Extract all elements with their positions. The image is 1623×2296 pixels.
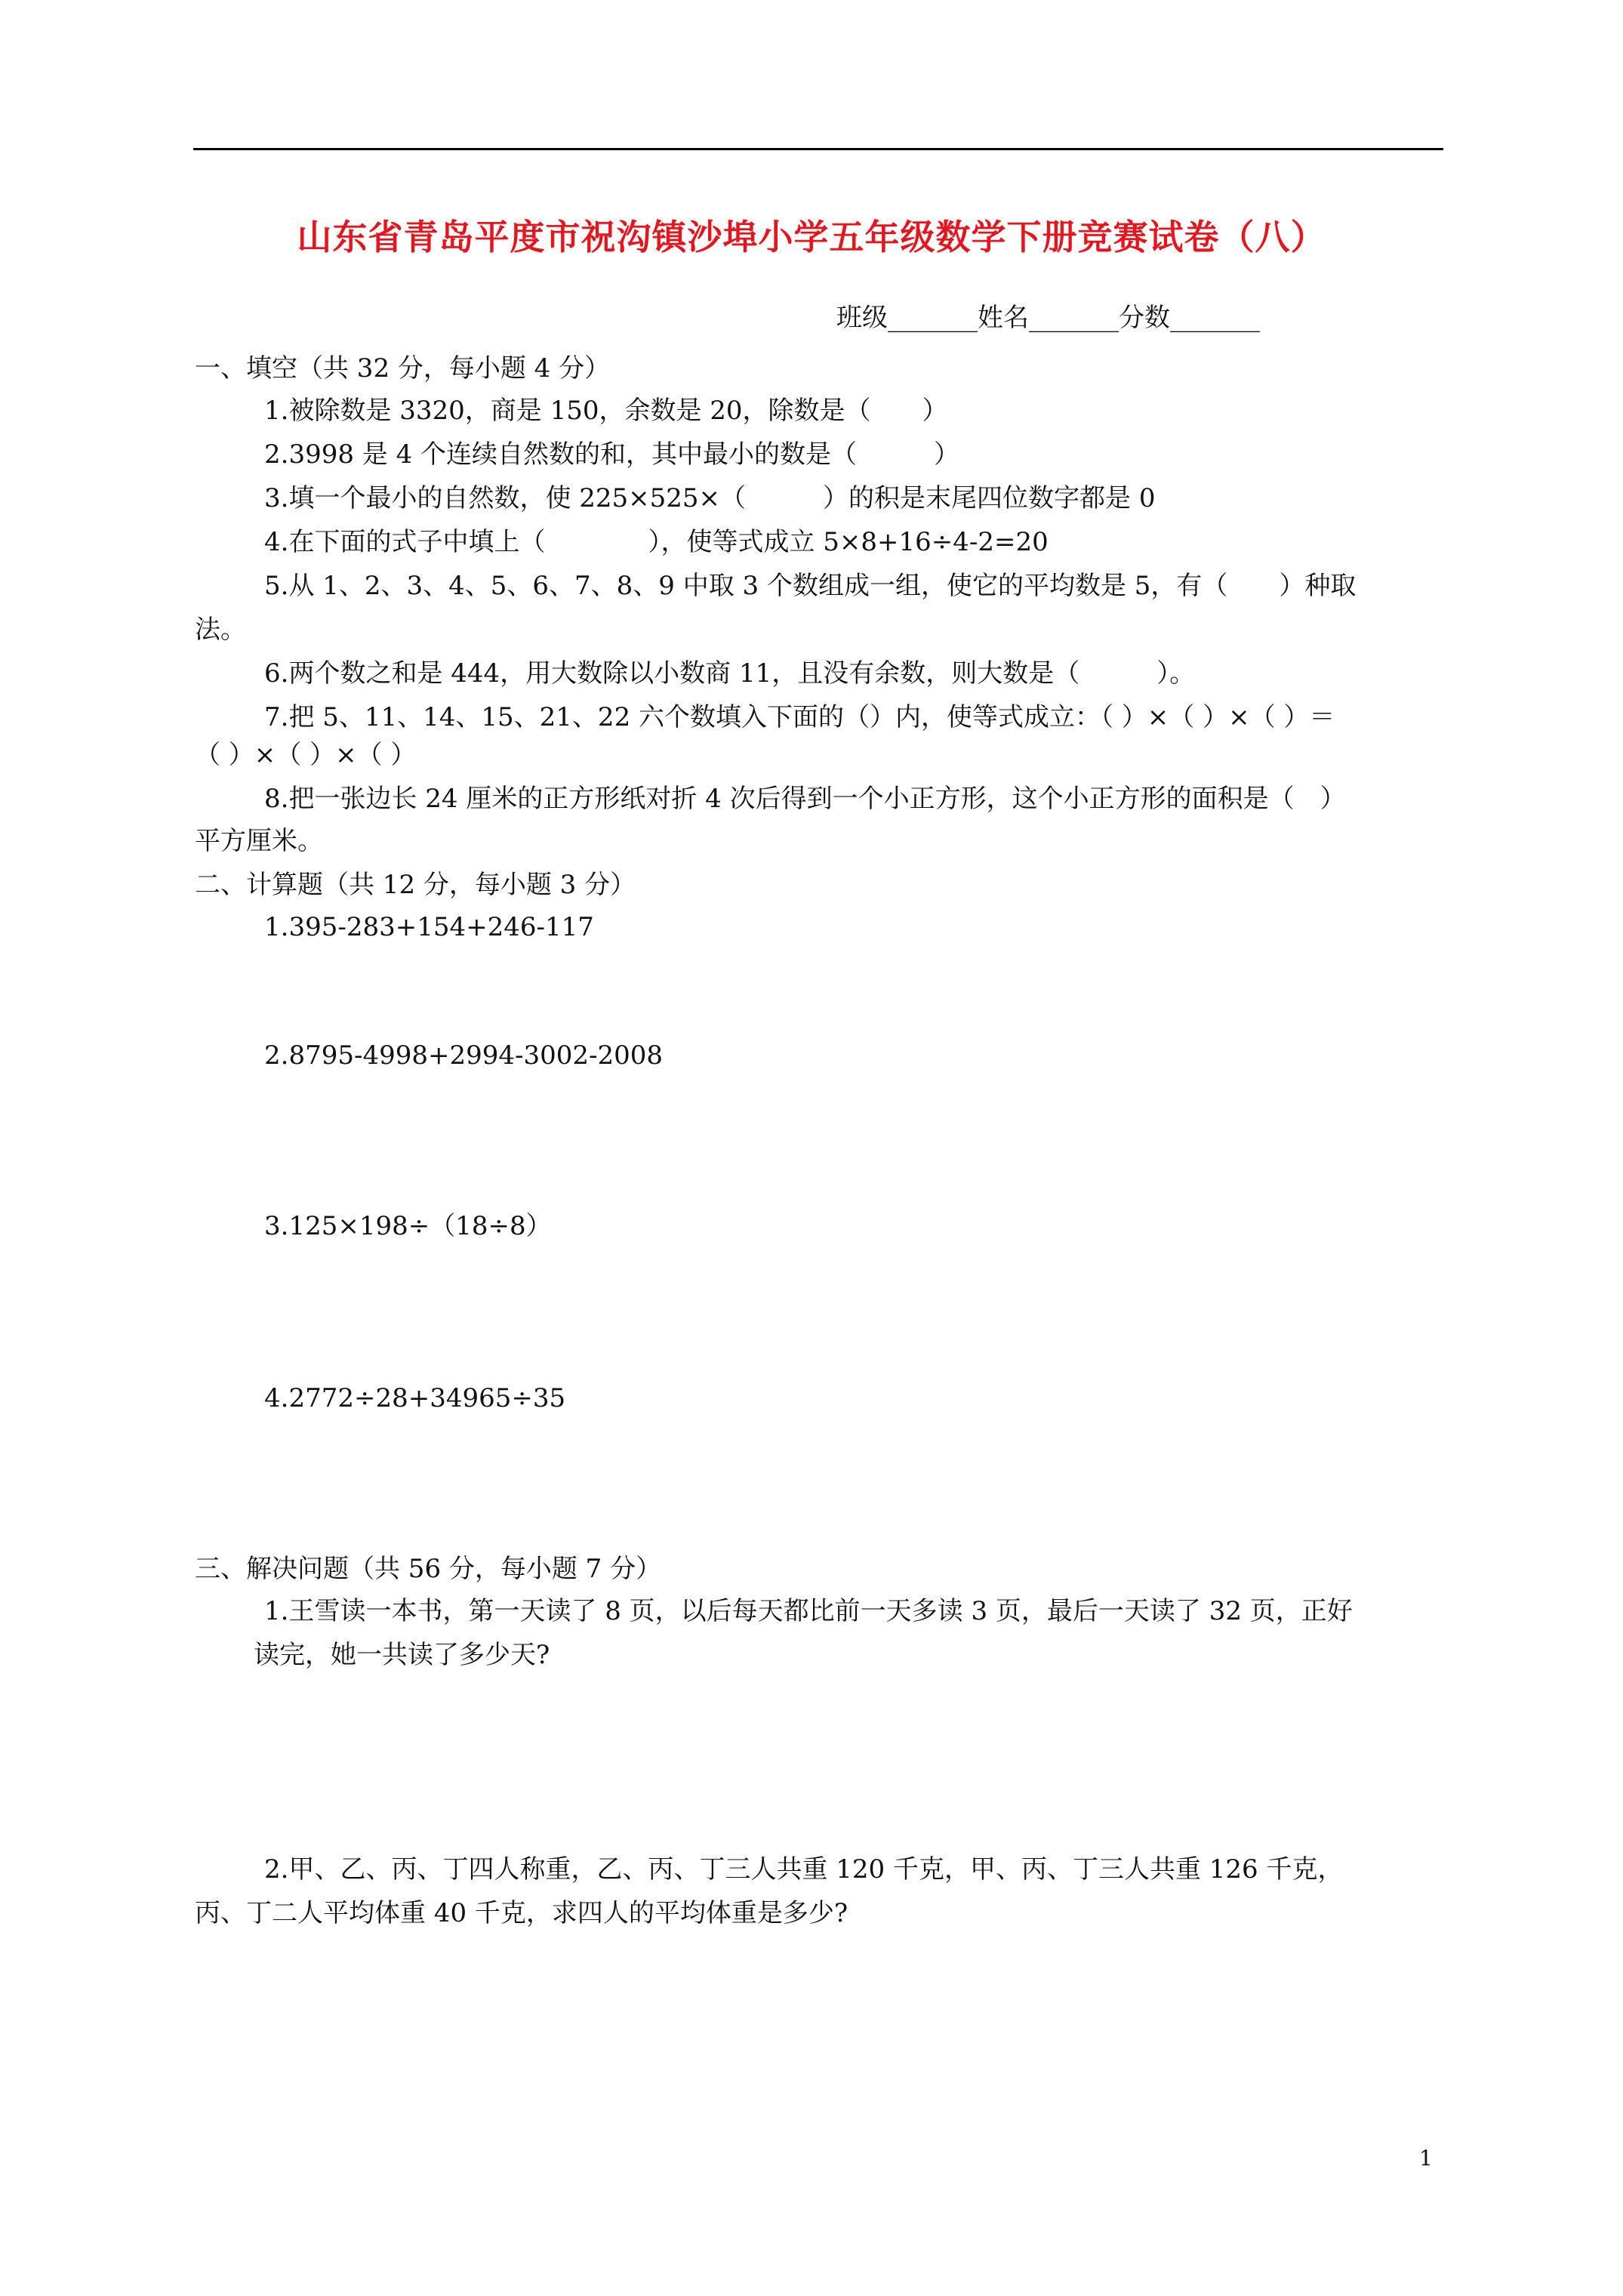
question-line: 7.把 5、11、14、15、21、22 六个数填入下面的（）内，使等式成立：（ ）×（ ）×（ ）＝ <box>264 702 1335 732</box>
question-line: 8.把一张边长 24 厘米的正方形纸对折 4 次后得到一个小正方形，这个小正方形的面积是（ ） <box>264 784 1346 814</box>
word-problem-line-continued: 读完，她一共读了多少天? <box>254 1640 550 1670</box>
page-title: 山东省青岛平度市祝沟镇沙埠小学五年级数学下册竞赛试卷（八） <box>297 217 1326 257</box>
question-line: 2.3998 是 4 个连续自然数的和，其中最小的数是（ ） <box>264 439 960 470</box>
question-line-continued: 平方厘米。 <box>195 826 323 856</box>
section-heading-calculation: 二、计算题（共 12 分，每小题 3 分） <box>195 870 636 900</box>
header-rule <box>193 148 1443 150</box>
word-problem-line-continued: 丙、丁二人平均体重 40 千克，求四人的平均体重是多少? <box>195 1898 848 1928</box>
question-line: 1.被除数是 3320，商是 150，余数是 20，除数是（ ） <box>264 396 948 426</box>
question-line: 3.填一个最小的自然数，使 225×525×（ ）的积是末尾四位数字都是 0 <box>264 483 1156 513</box>
section-heading-word-problems: 三、解决问题（共 56 分，每小题 7 分） <box>195 1554 662 1584</box>
question-line-continued: 法。 <box>195 615 246 645</box>
section-heading-fill-blanks: 一、填空（共 32 分，每小题 4 分） <box>195 353 611 384</box>
word-problem-line: 2.甲、乙、丙、丁四人称重，乙、丙、丁三人共重 120 千克，甲、丙、丁三人共重 126 千克， <box>264 1854 1344 1885</box>
question-line-continued: （ ）×（ ）×（ ） <box>195 740 417 770</box>
calculation-problem: 1.395-283+154+246-117 <box>264 912 594 942</box>
calculation-problem: 4.2772÷28+34965÷35 <box>264 1383 566 1413</box>
word-problem-line: 1.王雪读一本书，第一天读了 8 页，以后每天都比前一天多读 3 页，最后一天读了 32 页，正好 <box>264 1596 1353 1626</box>
question-line: 6.两个数之和是 444，用大数除以小数商 11，且没有余数，则大数是（ ）。 <box>264 658 1196 689</box>
page-number: 1 <box>1419 2146 1433 2171</box>
question-line: 5.从 1、2、3、4、5、6、7、8、9 中取 3 个数组成一组，使它的平均数是 5，有（ ）种取 <box>264 571 1357 601</box>
calculation-problem: 2.8795-4998+2994-3002-2008 <box>264 1040 664 1071</box>
question-line: 4.在下面的式子中填上（ ），使等式成立 5×8+16÷4-2=20 <box>264 527 1049 557</box>
student-info-line: 班级_______姓名_______分数_______ <box>836 303 1260 333</box>
calculation-problem: 3.125×198÷（18÷8） <box>264 1211 552 1241</box>
